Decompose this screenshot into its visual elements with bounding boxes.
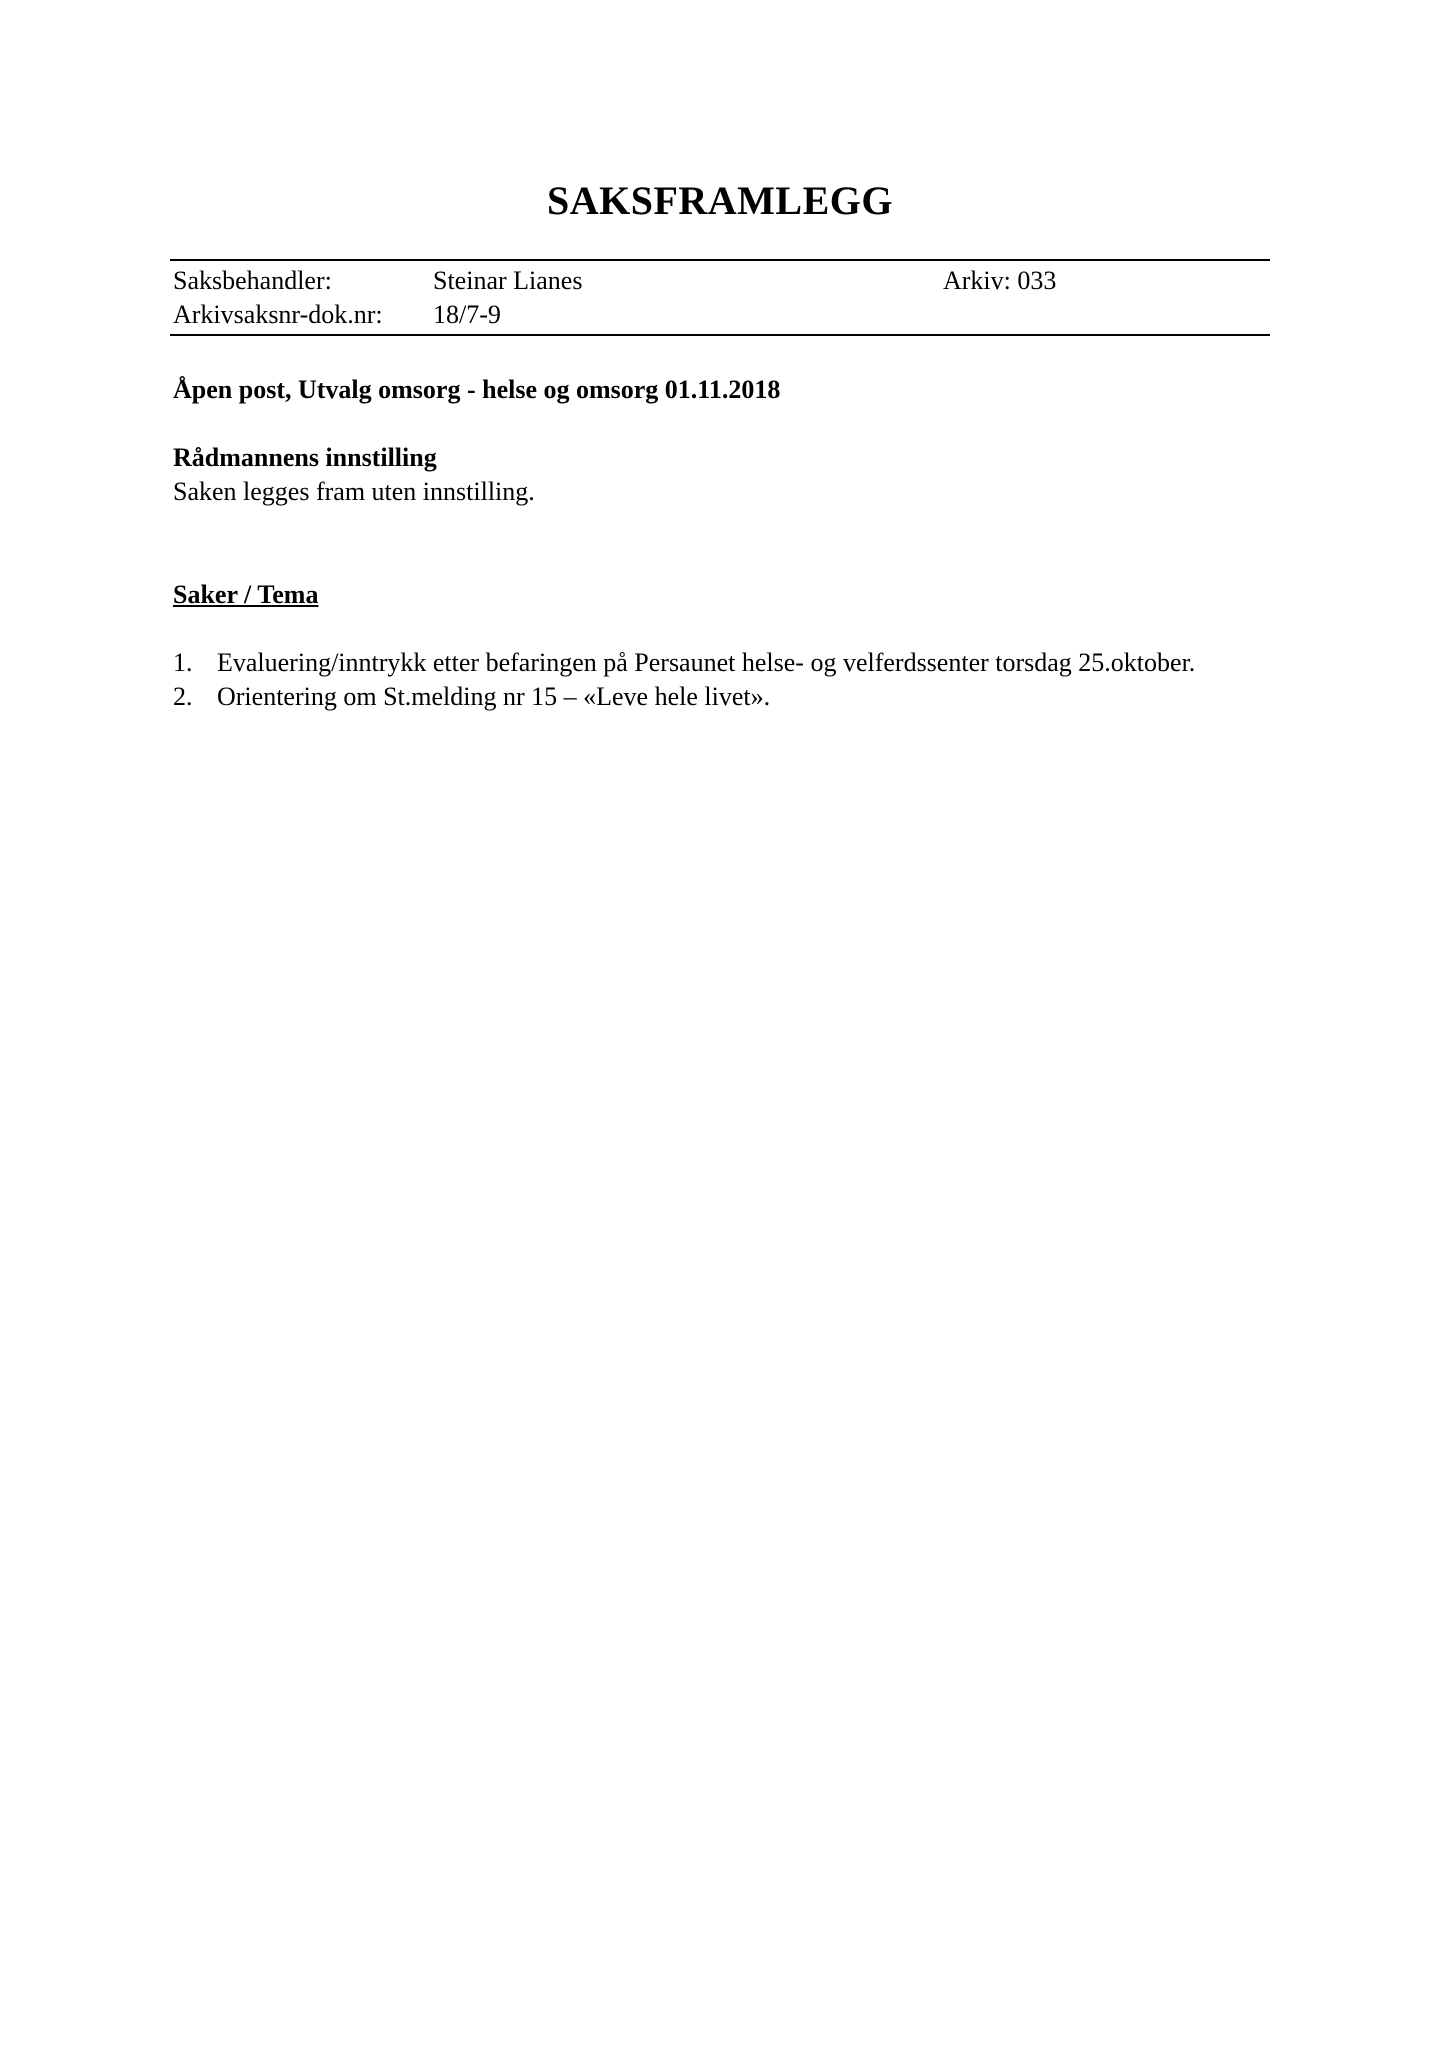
- meeting-heading: Åpen post, Utvalg omsorg - helse og omsorg 01.11.2018: [173, 375, 781, 404]
- topic-item-1: [173, 646, 1223, 680]
- saksbehandler-label: Saksbehandler:: [173, 266, 332, 295]
- recommendation-text: Saken legges fram uten innstilling.: [173, 477, 535, 506]
- arkivsaksnr-value: 18/7-9: [433, 300, 501, 329]
- topic-number: 2.: [173, 682, 193, 711]
- arkivsaksnr-label: Arkivsaksnr-dok.nr:: [173, 300, 383, 329]
- recommendation-heading: Rådmannens innstilling: [173, 443, 437, 472]
- topic-number: 1.: [173, 648, 193, 677]
- document-title: SAKSFRAMLEGG: [546, 178, 894, 223]
- saksbehandler-value: Steinar Lianes: [433, 266, 583, 295]
- header-top-rule: [170, 259, 1270, 261]
- metadata-row-saksbehandler: [173, 264, 1268, 298]
- topic-text: Evaluering/inntrykk etter befaringen på Persaunet helse- og velferdssenter torsdag 25.oktober.: [217, 648, 1196, 677]
- topic-list: [173, 646, 1223, 714]
- topics-heading: Saker / Tema: [173, 580, 319, 609]
- metadata-row-arkivsaksnr: [173, 298, 1268, 332]
- header-bottom-rule: [170, 334, 1270, 336]
- arkiv-code: Arkiv: 033: [943, 266, 1057, 295]
- topic-text: Orientering om St.melding nr 15 – «Leve hele livet».: [217, 682, 771, 711]
- topic-item-2: [173, 680, 1223, 714]
